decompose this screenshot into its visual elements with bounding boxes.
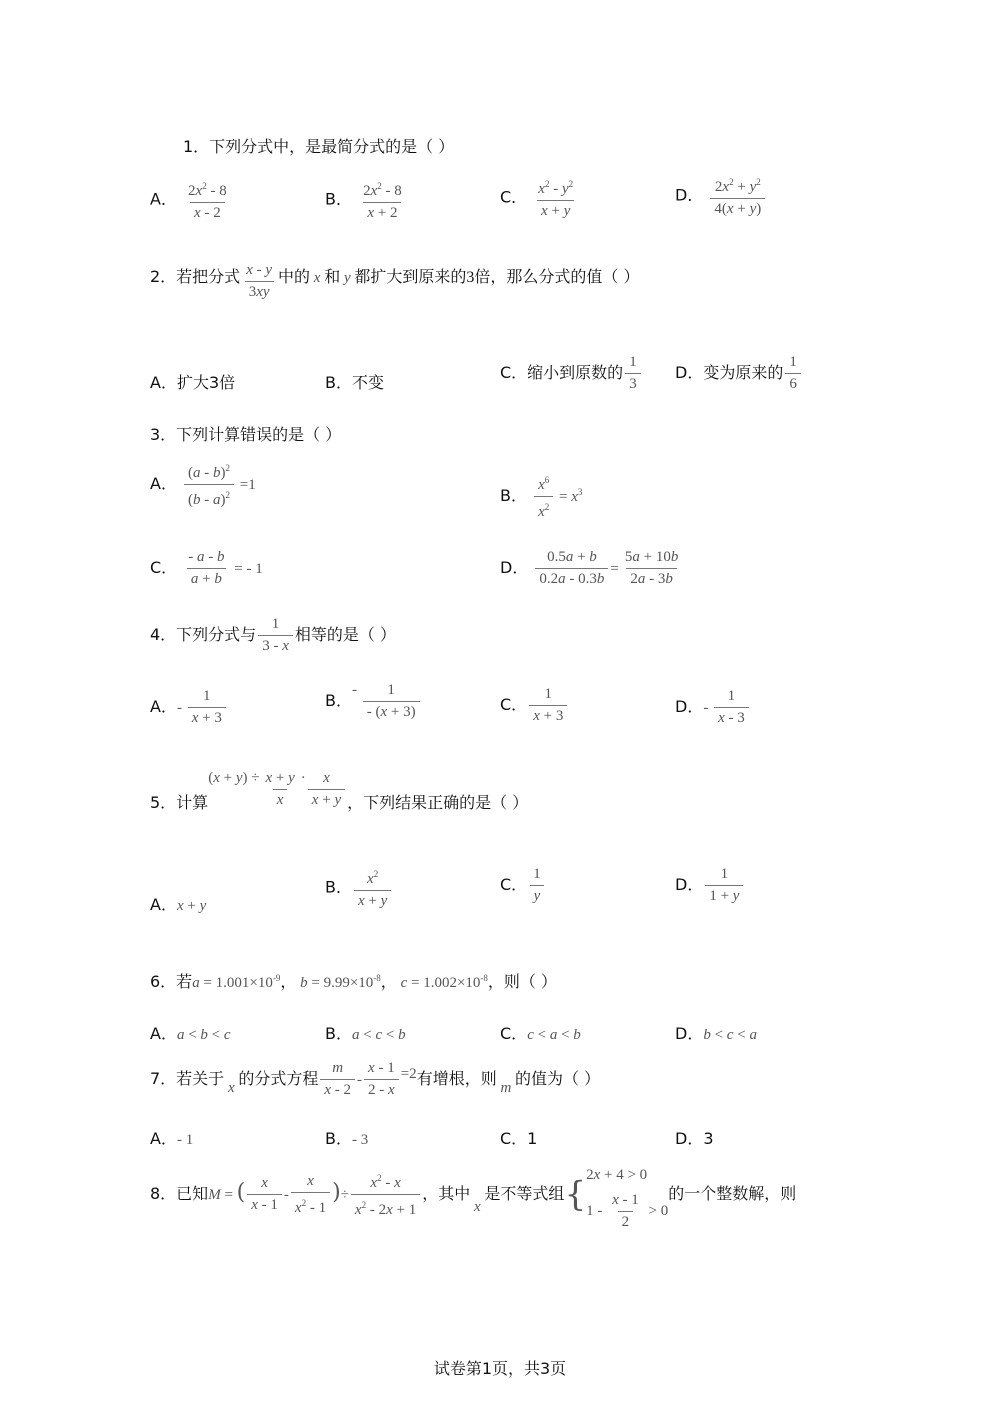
q4-fraction: $\frac{1}{3 - x}$ bbox=[258, 616, 293, 655]
q1-a-fraction: $\frac{2x^2 - 8}{x - 2}$ bbox=[188, 181, 227, 221]
q5-option-b[interactable]: B． $\frac{x^2}{x + y}$ bbox=[325, 866, 393, 910]
q8-stem: 8．已知M = ( $\frac{x}{x - 1}$ - $\frac{x}{x^2 - 1}$ )÷ $\frac{x^2 - x}{x^2 - 2x + 1}$ ，其中 x 是不等式组{ 2x + 4 > 0 1 - $\frac{x - 1}{2}$ > 0 的一个整数解，则 bbox=[150, 1158, 796, 1231]
q8-inequality-system: 2x + 4 > 0 1 - $\frac{x - 1}{2}$ > 0 bbox=[586, 1167, 669, 1230]
q2-option-d[interactable]: D．变为原来的 $\frac{1}{6}$ bbox=[675, 354, 803, 393]
q7-option-b[interactable]: B．- 3 bbox=[325, 1129, 369, 1148]
q5-option-d[interactable]: D． $\frac{1}{1 + y}$ bbox=[675, 866, 745, 905]
q7-option-d[interactable]: D．3 bbox=[675, 1129, 714, 1148]
q1-option-a[interactable]: A． $\frac{2x^2 - 8}{x - 2}$ bbox=[150, 178, 233, 222]
q1-c-fraction: $\frac{x^2 - y^2}{x + y}$ bbox=[538, 179, 574, 219]
q1-option-c[interactable]: C． $\frac{x^2 - y^2}{x + y}$ bbox=[500, 176, 579, 220]
q1-b-fraction: $\frac{2x^2 - 8}{x + 2}$ bbox=[363, 181, 402, 221]
q1-stem: 1．下列分式中，是最简分式的是（ ） bbox=[183, 137, 455, 156]
q2-stem: 2．若把分式 $\frac{x - y}{3xy}$ 中的 x 和 y 都扩大到原来的3倍，那么分式的值（ ） bbox=[150, 262, 640, 300]
q1-option-b[interactable]: B． $\frac{2x^2 - 8}{x + 2}$ bbox=[325, 178, 408, 222]
q7-stem: 7．若关于 x 的分式方程 $\frac{m}{x - 2}$ - $\frac{x - 1}{2 - x}$ =2有增根，则 m 的值为（ ） bbox=[150, 1060, 601, 1098]
q3-option-a[interactable]: A． $\frac{(a - b)^2}{(b - a)^2}$ =1 bbox=[150, 463, 256, 508]
q3-option-b[interactable]: B． $\frac{x^6}{x^2}$ = $x^3$ bbox=[500, 475, 583, 520]
q1-option-d[interactable]: D． $\frac{2x^2 + y^2}{4(x + y)}$ bbox=[675, 174, 767, 218]
q2-option-c[interactable]: C．缩小到原数的 $\frac{1}{3}$ bbox=[500, 354, 643, 393]
q6-option-d[interactable]: D．b < c < a bbox=[675, 1024, 757, 1043]
q6-option-c[interactable]: C．c < a < b bbox=[500, 1024, 581, 1043]
q5-option-a[interactable]: A．x + y bbox=[150, 895, 207, 914]
q2-fraction: $\frac{x - y}{3xy}$ bbox=[246, 262, 273, 300]
q3-stem: 3．下列计算错误的是（ ） bbox=[150, 425, 342, 444]
q4-option-c[interactable]: C． $\frac{1}{x + 3}$ bbox=[500, 686, 569, 725]
q5-option-c[interactable]: C． $\frac{1}{y}$ bbox=[500, 866, 547, 905]
page-footer: 试卷第1页，共3页 bbox=[433, 1359, 567, 1378]
q2-option-a[interactable]: A．扩大3倍 bbox=[150, 373, 236, 392]
q3-option-d[interactable]: D． $\frac{0.5a + b}{0.2a - 0.3b}$ = $\frac{5a + 10b}{2a - 3b}$ bbox=[500, 549, 679, 587]
q6-stem: 6．若$a = 1.001\times 10^{-9}$， $b = 9.99\times 10^{-8}$， $c = 1.002\times 10^{-8}$，则（ ） bbox=[150, 972, 557, 991]
q7-option-c[interactable]: C．1 bbox=[500, 1129, 538, 1148]
q4-option-a[interactable]: A．- $\frac{1}{x + 3}$ bbox=[150, 688, 228, 727]
q1-d-fraction: $\frac{2x^2 + y^2}{4(x + y)}$ bbox=[710, 174, 765, 218]
q5-stem: 5．计算(x + y) ÷ $\frac{x + y}{x}$ · $\frac{x}{x + y}$ ，下列结果正确的是（ ） bbox=[150, 770, 529, 812]
q6-option-b[interactable]: B．a < c < b bbox=[325, 1024, 406, 1043]
q6-option-a[interactable]: A．a < b < c bbox=[150, 1024, 231, 1043]
q3-option-c[interactable]: C． $\frac{- a - b}{a + b}$ = - 1 bbox=[150, 549, 263, 587]
q4-stem: 4．下列分式与 $\frac{1}{3 - x}$ 相等的是（ ） bbox=[150, 616, 396, 654]
q4-option-d[interactable]: D．- $\frac{1}{x - 3}$ bbox=[675, 688, 751, 727]
q7-option-a[interactable]: A．- 1 bbox=[150, 1129, 194, 1148]
q2-option-b[interactable]: B．不变 bbox=[325, 373, 384, 392]
q4-option-b[interactable]: B．- $\frac{1}{- (x + 3)}$ bbox=[325, 682, 422, 721]
